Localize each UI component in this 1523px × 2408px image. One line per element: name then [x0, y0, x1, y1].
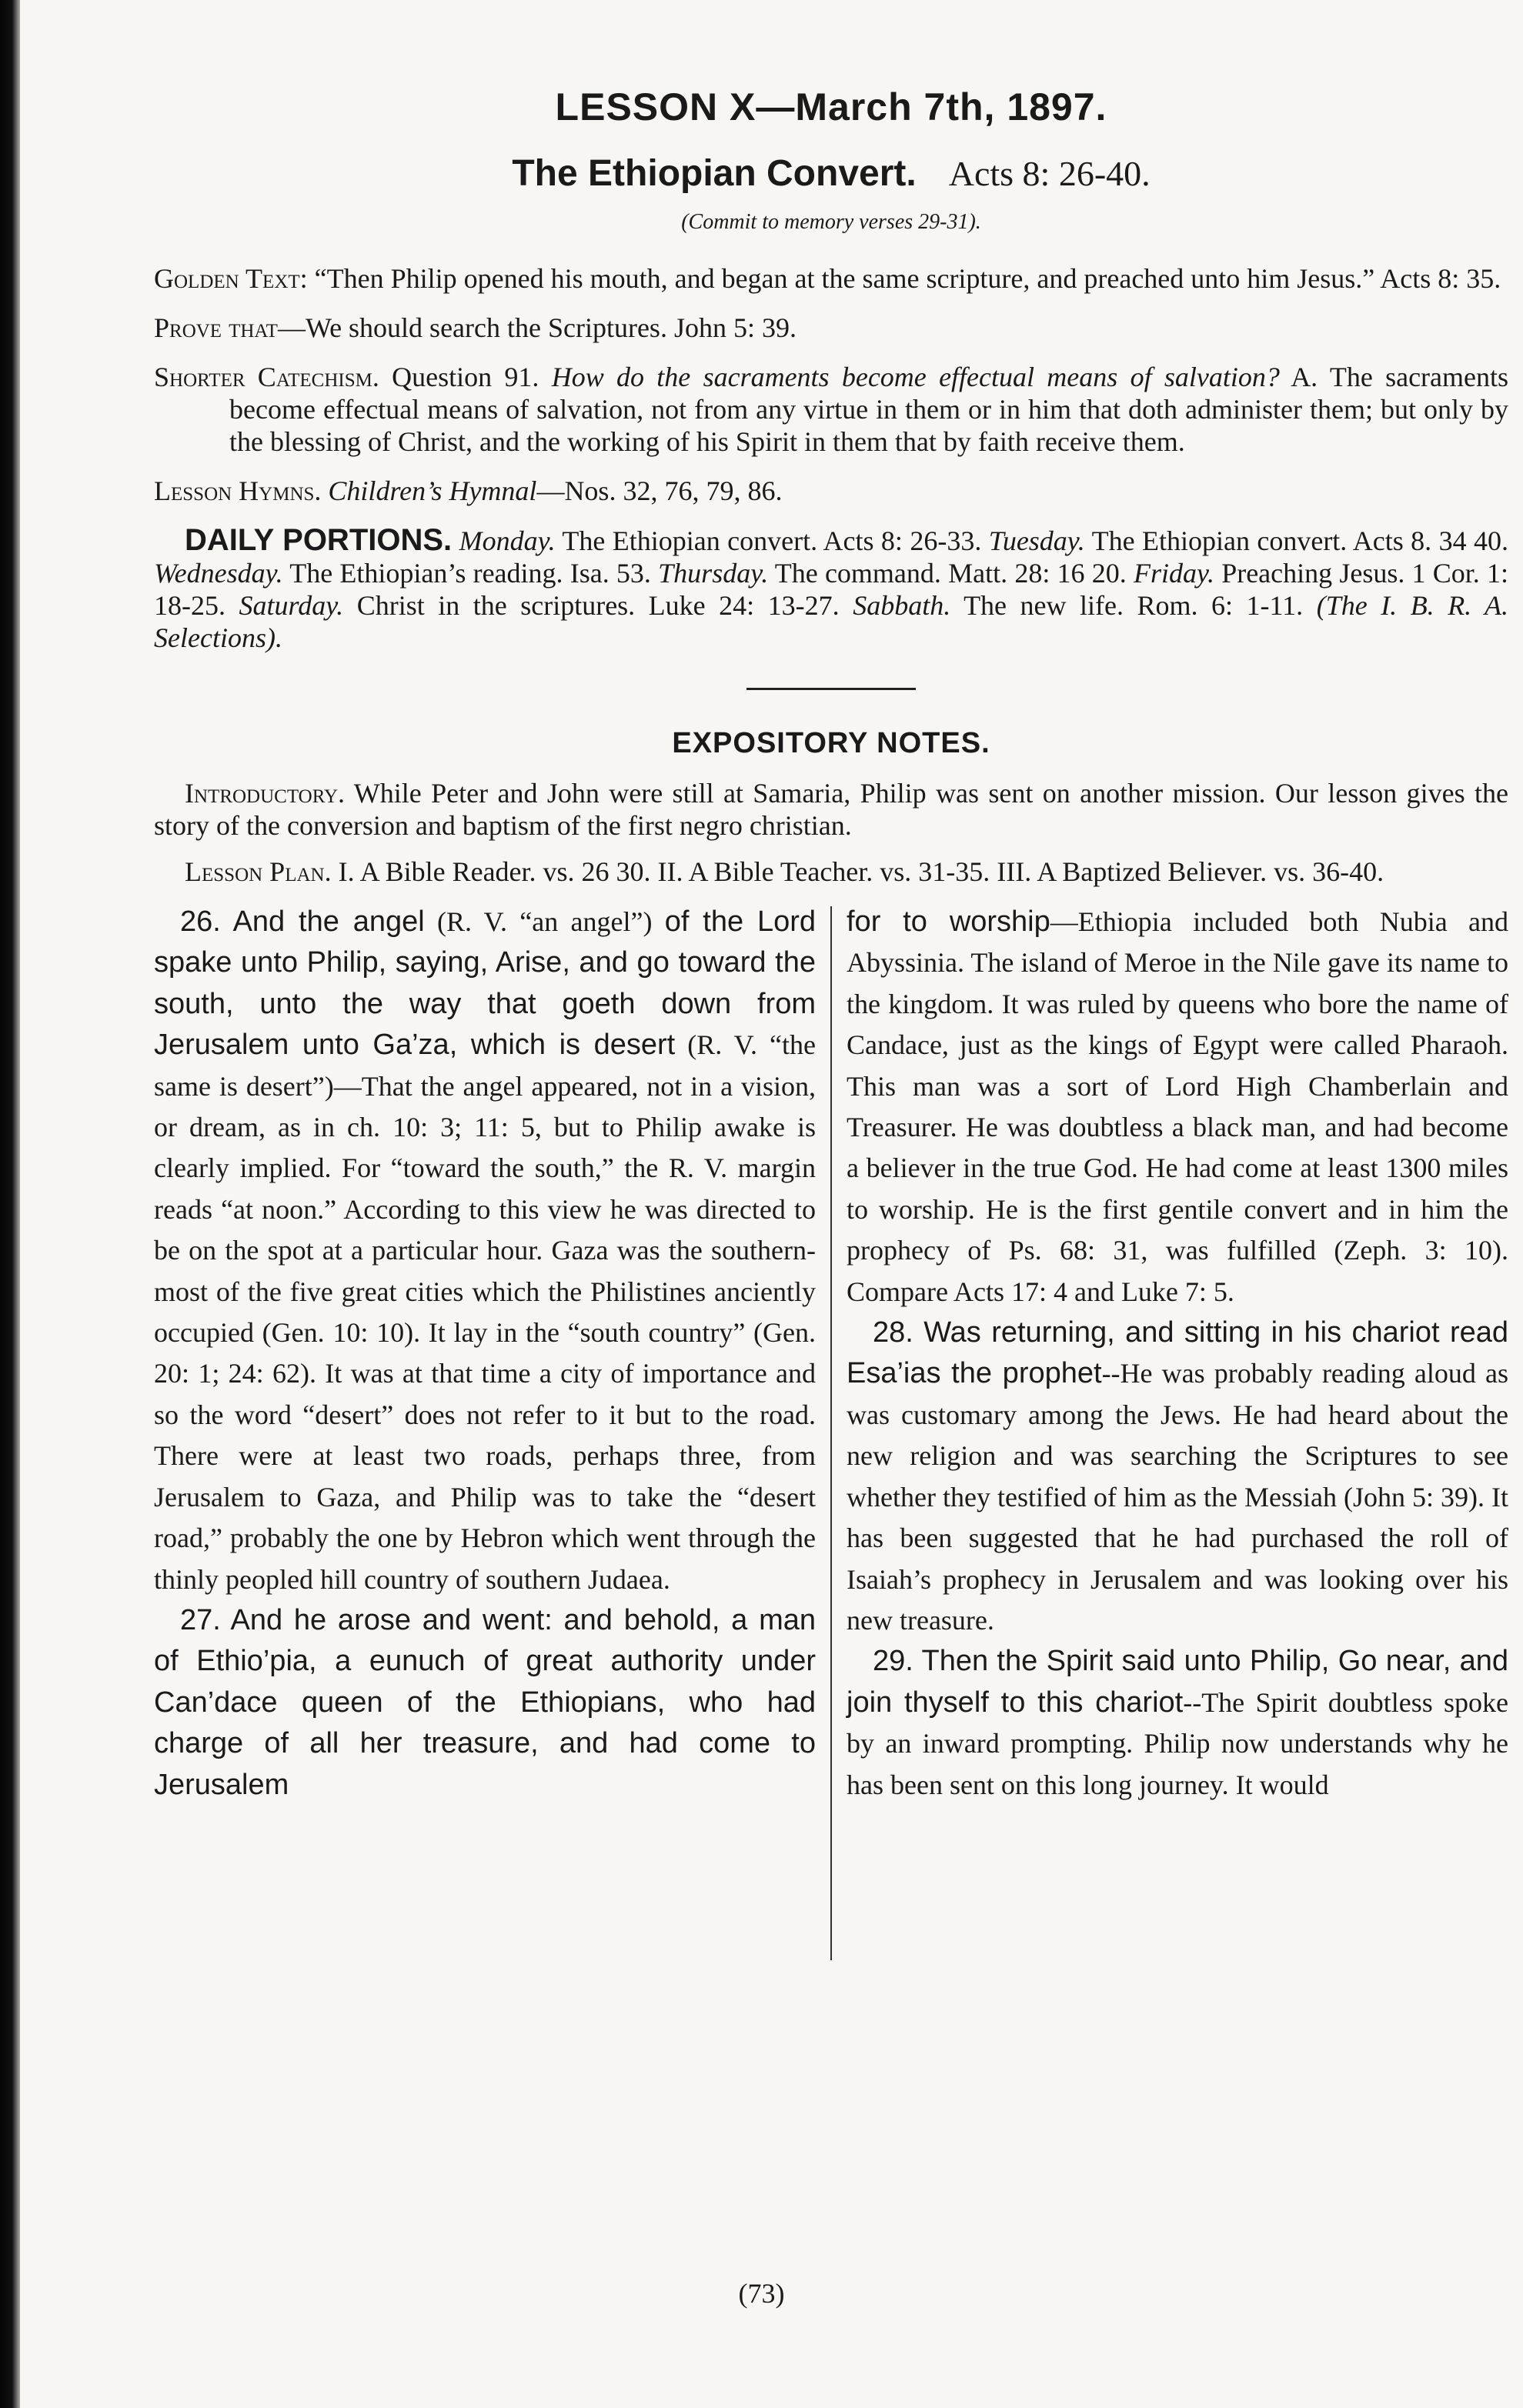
notes-title: EXPOSITORY NOTES. [672, 727, 990, 759]
commentary-columns [154, 902, 1508, 1806]
lesson-plan-label: Lesson Plan. [185, 856, 332, 887]
daily-day: Sabbath. [853, 590, 951, 621]
catechism-answer: A. The sacraments become effectual means of salvation, not from any virtue in them or in him that doth administer them; but only by the blessing of Christ, and the working of his Spirit in them that by faith receive them. [229, 362, 1509, 457]
daily-portions [154, 524, 1508, 654]
column-divider [830, 906, 832, 1960]
catechism-question: Question 91. [392, 362, 539, 392]
hymns-book: Children’s Hymnal [328, 475, 537, 506]
daily-day: Wednesday. [154, 558, 283, 589]
verse-28 [847, 1312, 1508, 1641]
daily-reading: The new life. Rom. 6: 1-11. [964, 590, 1304, 621]
lesson-hymns [154, 475, 1508, 507]
daily-reading: The Ethiopian convert. Acts 8. 34 40. [1091, 525, 1508, 556]
introductory [154, 777, 1508, 842]
lesson-subject [154, 152, 1508, 195]
prove-that-body: —We should search the Scriptures. John 5: 39. [277, 312, 797, 343]
subject-title: The Ethiopian Convert. [512, 153, 917, 194]
verse-text: 26. And the angel [180, 906, 425, 938]
daily-day: Thursday. [658, 558, 769, 589]
verse-text: for to worship [847, 906, 1050, 938]
daily-day: Saturday. [239, 590, 344, 621]
catechism-label: Shorter Catechism. [154, 362, 379, 392]
verse-note: (R. V. “an angel”) [424, 906, 665, 937]
verse-text: 27. And he arose and went: and behold, a man of Ethio’pia, a eunuch of great authority under Can’dace queen of the Ethiopians, who had charge of all her treasure, and had come to Jerusalem [154, 1603, 816, 1801]
commit-to-memory: (Commit to memory verses 29-31). [681, 210, 981, 234]
prove-that-label: Prove that [154, 312, 278, 343]
catechism-question-text: How do the sacraments become effectual means of salvation? [551, 362, 1280, 392]
lesson-plan [154, 855, 1508, 888]
verse-note: --The Spirit doubtless spoke by an inward prompting. Philip now understands why he has been sent on this long journey. It would [847, 1686, 1509, 1800]
daily-day: Monday. [459, 525, 556, 556]
subject-reference: Acts 8: 26-40. [948, 154, 1151, 193]
page [154, 85, 1508, 1806]
verse-27 [154, 1600, 816, 1806]
verse-text: 29. Then the Spirit said unto Philip, Go near, and join thyself to this chariot [847, 1645, 1508, 1719]
daily-day: Friday. [1133, 558, 1214, 589]
right-column [847, 902, 1508, 1806]
verse-note: (R. V. “the same is desert”)—That the angel appeared, not in a vision, or dream, as in ch. 10: 3; 11: 5, but to Philip awake is clearly implied. For “toward the south,” the R. V. margin reads “at noon.” According to this view he was directed to be on the spot at a particular hour. Gaza was the southern-most of the five great cities which the Philistines anciently occupied (Gen. 10: 10). It lay in the “south country” (Gen. 20: 1; 24: 62). It was at that time a city of importance and so the word “desert” does not refer to it but to the road. There were at least two roads, perhaps three, from Jerusalem to Gaza, and Philip was to take the “desert road,” probably the one by Hebron which went through the thinly peopled hill country of southern Judaea. [154, 1029, 816, 1595]
section-divider [746, 688, 916, 690]
verse-note: --He was probably reading aloud as was customary among the Jews. He had heard about the new religion and was searching the Scriptures to see whether they testified of him as the Messiah (John 5: 39). It has been suggested that he had purchased the roll of Isaiah’s prophecy in Jerusalem and was looking over his new treasure. [847, 1358, 1508, 1636]
golden-text [154, 262, 1508, 295]
daily-reading: The Ethiopian convert. Acts 8: 26-33. [562, 525, 982, 556]
page-number: (73) [738, 2278, 785, 2309]
daily-reading: The command. Matt. 28: 16 20. [774, 558, 1127, 589]
introductory-body: While Peter and John were still at Samaria, Philip was sent on another mission. Our lesson gives the story of the conversion and baptism of the first negro christian. [154, 778, 1508, 841]
verse-text: 28. Was returning, and sitting in his chariot read Esa’ias the prophet [847, 1316, 1508, 1390]
verse-26 [154, 902, 816, 1600]
daily-portions-label: DAILY PORTIONS. [185, 523, 453, 557]
daily-reading: The Ethiopian’s reading. Isa. 53. [289, 558, 651, 589]
verse-text: of the Lord spake unto Philip, saying, Arise, and go toward the south, unto the way that goeth down from Jerusalem unto Ga’za, which is desert [154, 906, 816, 1062]
lesson-title: LESSON X—March 7th, 1897. [555, 85, 1107, 128]
golden-text-body: “Then Philip opened his mouth, and began at the same scripture, and preached unto him Jesus.” Acts 8: 35. [314, 263, 1501, 294]
hymns-label: Lesson Hymns. [154, 475, 322, 506]
verse-27-continued [847, 902, 1508, 1312]
scan-edge [0, 0, 20, 2408]
prove-that [154, 312, 1508, 344]
introductory-label: Introductory. [185, 778, 346, 809]
daily-reading: Preaching Jesus. 1 Cor. 1: 18-25. [154, 558, 1508, 621]
hymns-numbers: —Nos. 32, 76, 79, 86. [536, 475, 783, 506]
daily-credit: (The I. B. R. A. Selections). [154, 590, 1509, 653]
daily-reading: Christ in the scriptures. Luke 24: 13-27. [356, 590, 840, 621]
lesson-plan-body: I. A Bible Reader. vs. 26 30. II. A Bible Teacher. vs. 31-35. III. A Baptized Believer. vs. 36-40. [338, 856, 1384, 887]
golden-text-label: Golden Text: [154, 263, 308, 294]
verse-29 [847, 1641, 1508, 1806]
daily-day: Tuesday. [988, 525, 1085, 556]
verse-note: —Ethiopia included both Nubia and Abyssinia. The island of Meroe in the Nile gave its name to the kingdom. It was ruled by queens who bore the name of Candace, just as the kings of Egypt were called Pharaoh. This man was a sort of Lord High Chamberlain and Treasurer. He was doubtless a black man, and had become a believer in the true God. He had come at least 1300 miles to worship. He is the first gentile convert and in him the prophecy of Ps. 68: 31, was fulfilled (Zeph. 3: 10). Compare Acts 17: 4 and Luke 7: 5. [847, 906, 1508, 1307]
shorter-catechism [154, 361, 1508, 458]
left-column [154, 902, 816, 1806]
